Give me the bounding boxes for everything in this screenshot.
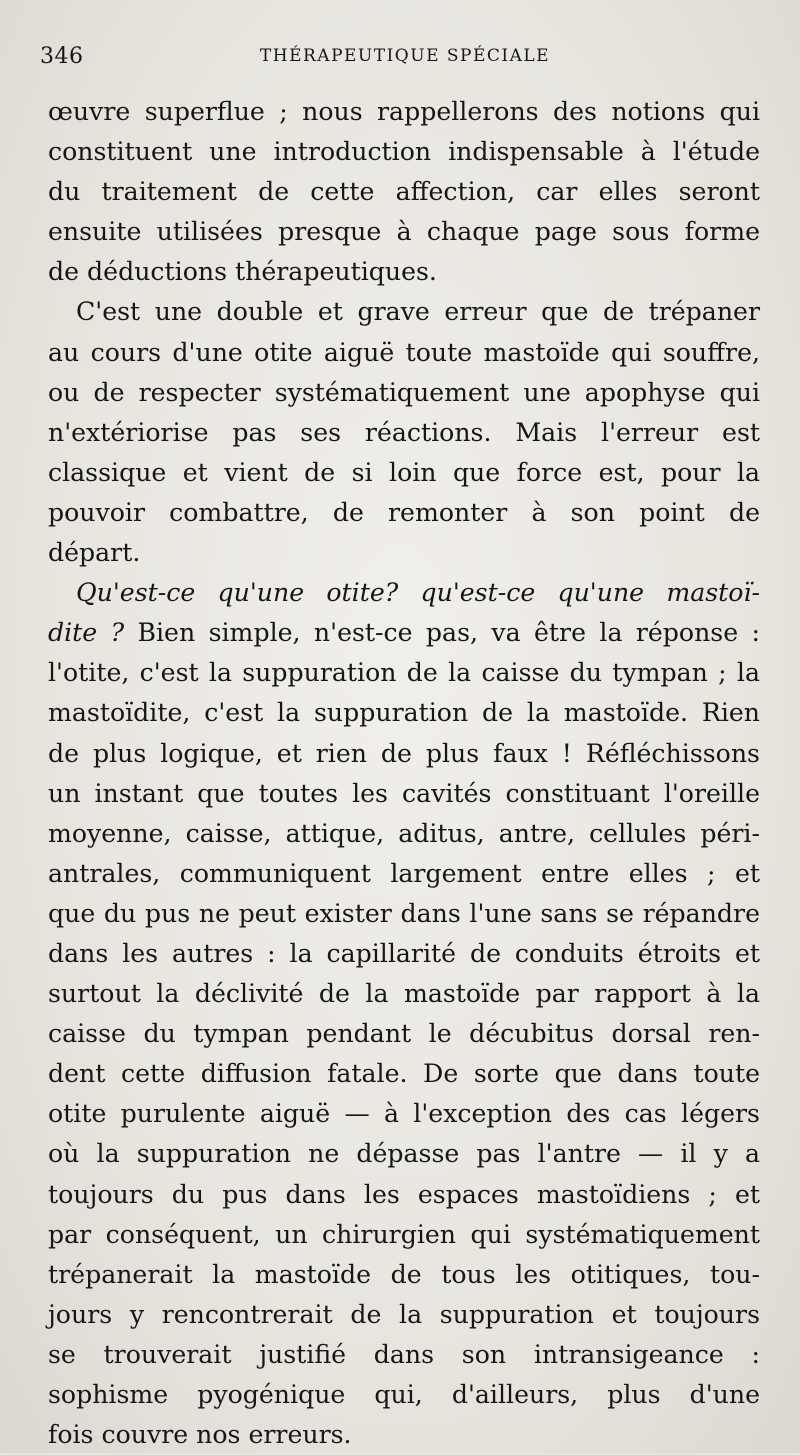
text-line: toujours du pus dans les espaces mastoïdiens ; et (48, 1179, 760, 1209)
page-number: 346 (40, 44, 84, 69)
text-line: l'otite, c'est la suppuration de la caisse du tympan ; la (48, 658, 760, 688)
text-line: surtout la déclivité de la mastoïde par rapport à la (48, 979, 760, 1009)
text-line: de déductions thérapeutiques. (48, 257, 437, 287)
text-run: Bien simple, n'est-ce pas, va être la réponse : (124, 618, 761, 648)
text-line: ou de respecter systématiquement une apophyse qui (48, 377, 760, 407)
italic-question: dite ? (48, 618, 125, 648)
text-line: dent cette diffusion fatale. De sorte que dans toute (48, 1059, 760, 1089)
text-line: au cours d'une otite aiguë toute mastoïde qui souffre, (48, 337, 760, 367)
text-line: sophisme pyogénique qui, d'ailleurs, plus d'une (48, 1380, 760, 1409)
text-line: dans les autres : la capillarité de conduits étroits et (48, 938, 760, 968)
text-line: du traitement de cette affection, car elles seront (48, 177, 760, 207)
text-line: par conséquent, un chirurgien qui systématiquement (48, 1219, 760, 1249)
text-line (48, 573, 760, 613)
text-line: jours y rencontrerait de la suppuration et toujours (48, 1299, 760, 1329)
text-line (48, 613, 760, 653)
text-line: ensuite utilisées presque à chaque page sous forme (48, 217, 760, 247)
text-line: œuvre superflue ; nous rappellerons des notions qui (48, 97, 760, 126)
text-line: trépanerait la mastoïde de tous les otitiques, tou- (48, 1259, 760, 1289)
text-line: mastoïdite, c'est la suppuration de la mastoïde. Rien (48, 698, 760, 728)
text-line: constituent une introduction indispensable à l'étude (48, 137, 760, 167)
text-line: où la suppuration ne dépasse pas l'antre — il y a (48, 1139, 760, 1169)
text-line: moyenne, caisse, attique, aditus, antre, cellules péri- (48, 818, 760, 848)
text-line: caisse du tympan pendant le décubitus dorsal ren- (48, 1019, 760, 1049)
text-line: fois couvre nos erreurs. (48, 1420, 352, 1450)
text-line: C'est une double et grave erreur que de trépaner (76, 297, 760, 327)
body-text (48, 92, 760, 1455)
text-line: départ. (48, 538, 141, 568)
running-head (40, 42, 760, 76)
text-line: de plus logique, et rien de plus faux ! Réfléchissons (48, 738, 760, 768)
text-line: pouvoir combattre, de remonter à son point de (48, 497, 760, 527)
text-line: antrales, communiquent largement entre elles ; et (48, 858, 760, 888)
text-line: un instant que toutes les cavités constituant l'oreille (48, 778, 760, 808)
italic-question: Qu'est-ce qu'une otite? qu'est-ce qu'une mastoï- (76, 578, 760, 608)
text-line: classique et vient de si loin que force est, pour la (48, 457, 760, 487)
text-line: n'extériorise pas ses réactions. Mais l'erreur est (48, 417, 760, 447)
text-line: otite purulente aiguë — à l'exception des cas légers (48, 1099, 760, 1129)
text-line: que du pus ne peut exister dans l'une sans se répandre (48, 898, 760, 928)
text-line: se trouverait justifié dans son intransigeance : (48, 1339, 760, 1369)
running-head-title: THÉRAPEUTIQUE SPÉCIALE (259, 46, 551, 66)
